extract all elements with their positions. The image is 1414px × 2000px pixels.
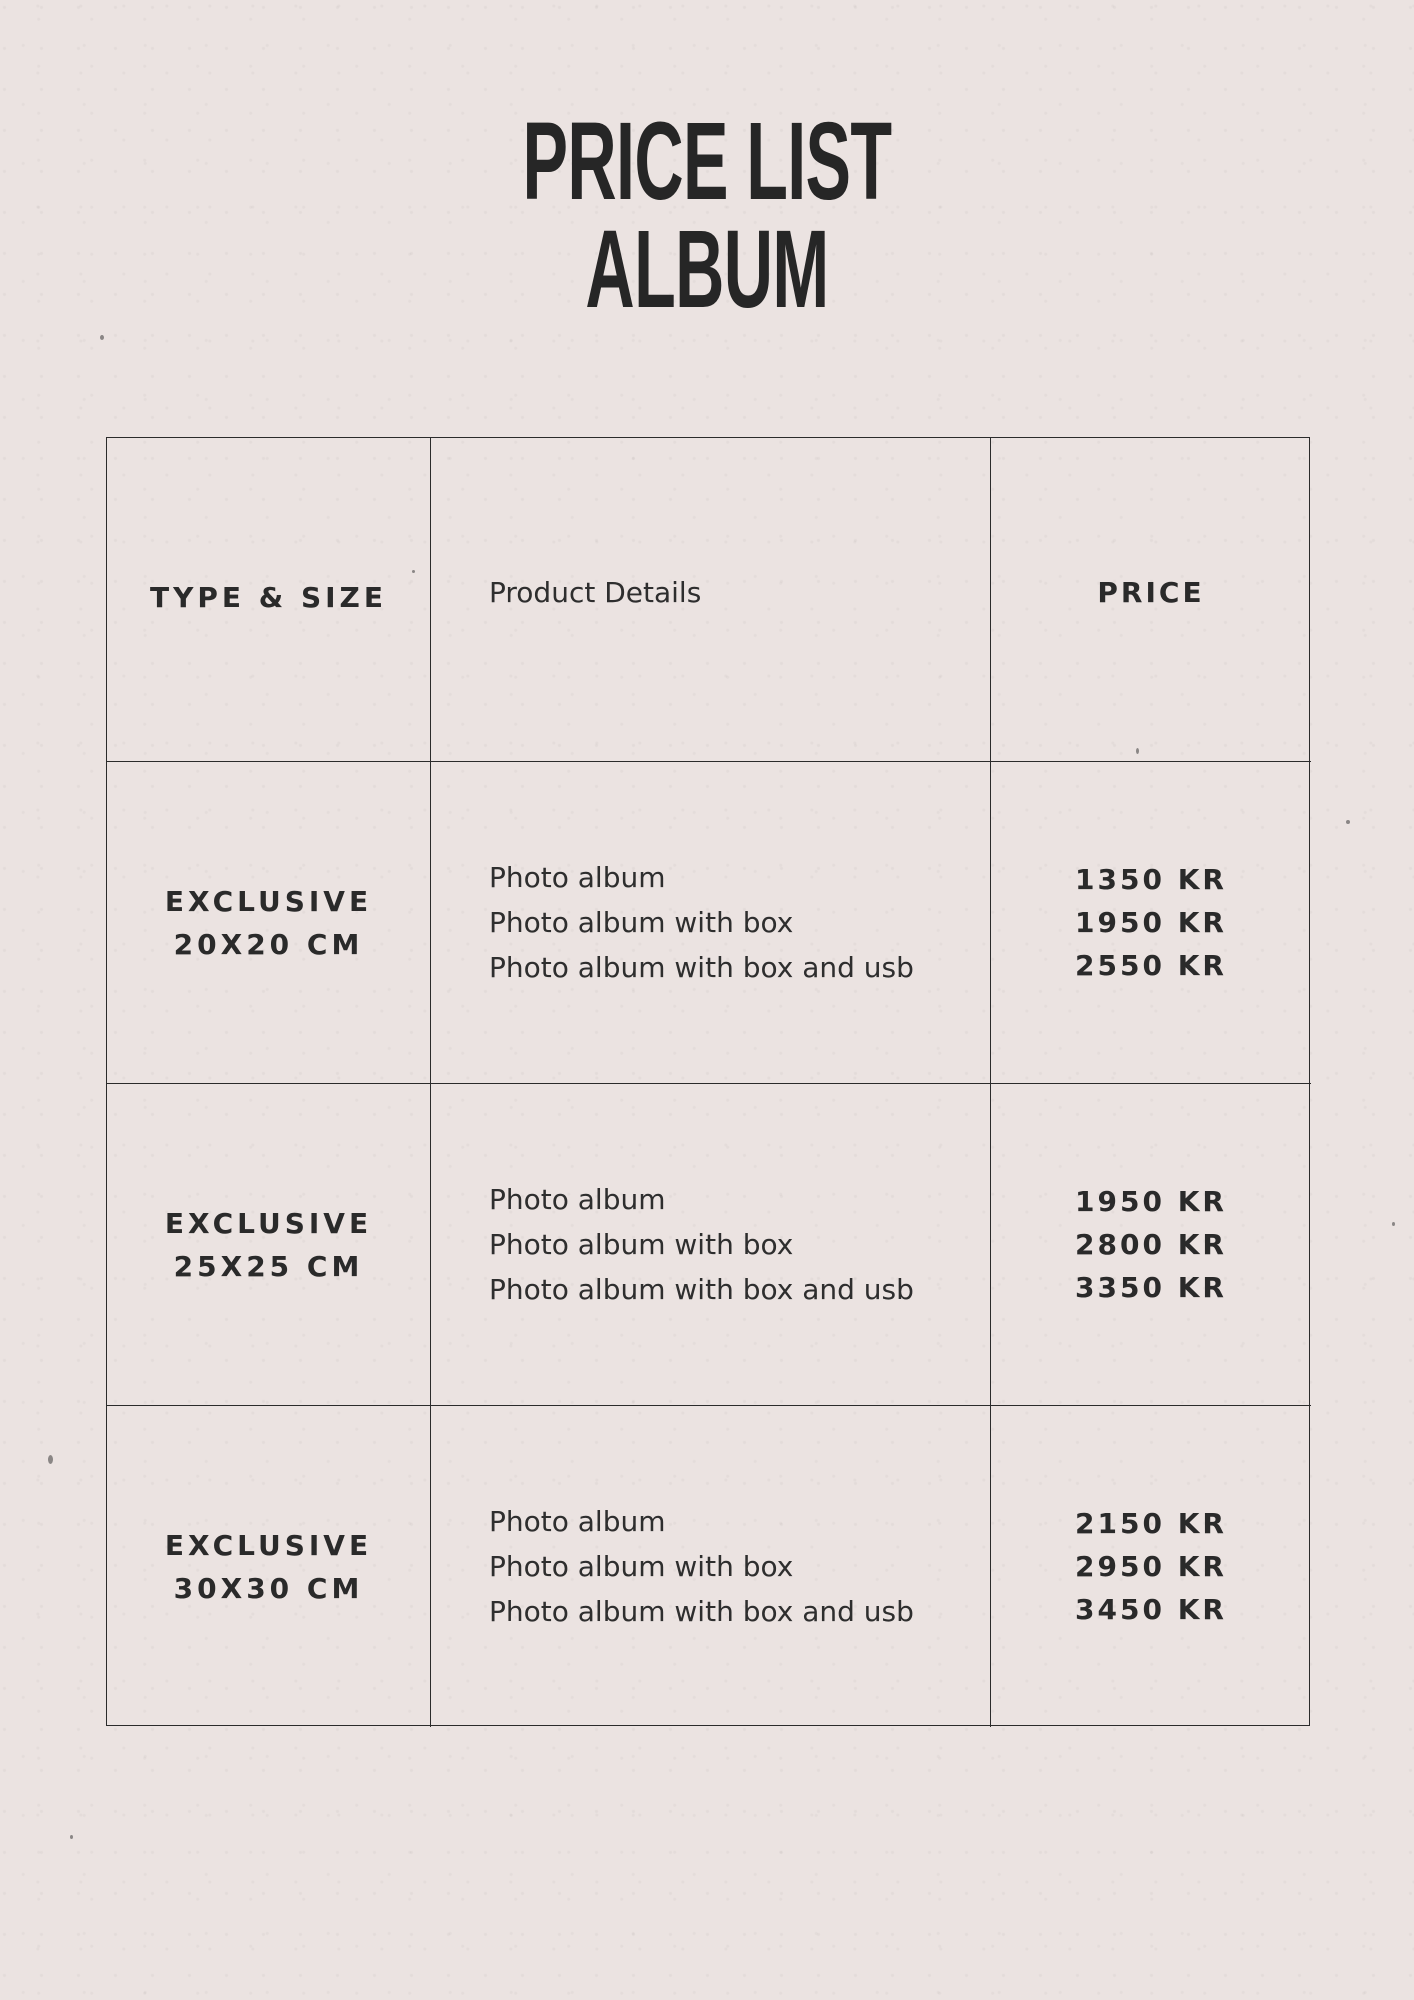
price-item: 3450 KR xyxy=(1075,1593,1227,1626)
price-item: 2150 KR xyxy=(1075,1507,1227,1540)
price-list xyxy=(1075,1180,1227,1309)
price-item: 2950 KR xyxy=(1075,1550,1227,1583)
type-size-label xyxy=(165,1202,372,1288)
product-detail-item: Photo album xyxy=(489,1183,666,1216)
product-detail-item: Photo album xyxy=(489,861,666,894)
title-line-2: ALBUM xyxy=(585,208,829,331)
type-size: 30X30 CM xyxy=(173,1571,364,1605)
price-item: 2550 KR xyxy=(1075,949,1227,982)
table-row-details-cell xyxy=(431,762,991,1084)
price-table xyxy=(106,437,1310,1726)
paper-speck xyxy=(48,1455,53,1464)
table-row-details-cell xyxy=(431,1406,991,1727)
paper-speck xyxy=(100,335,104,340)
table-row-price-cell xyxy=(991,1406,1311,1727)
header-details-cell xyxy=(431,438,991,762)
header-product-details: Product Details xyxy=(489,576,702,609)
header-price: PRICE xyxy=(1097,576,1205,609)
type-name: EXCLUSIVE xyxy=(164,884,373,918)
table-row-price-cell xyxy=(991,762,1311,1084)
product-detail-item: Photo album with box xyxy=(489,1550,794,1583)
paper-speck xyxy=(1346,820,1350,824)
type-size: 20X20 CM xyxy=(173,927,364,961)
product-details-list xyxy=(489,1499,914,1634)
price-list xyxy=(1075,1502,1227,1631)
product-details-list xyxy=(489,855,914,990)
type-size: 25X25 CM xyxy=(173,1249,364,1283)
title-line-1: PRICE LIST xyxy=(522,100,892,223)
table-row-details-cell xyxy=(431,1084,991,1406)
product-detail-item: Photo album with box xyxy=(489,1228,794,1261)
price-item: 1350 KR xyxy=(1075,863,1227,896)
type-name: EXCLUSIVE xyxy=(164,1528,373,1562)
table-row-type-cell xyxy=(107,1406,431,1727)
header-type-size-cell xyxy=(107,438,431,762)
page-title xyxy=(0,100,1414,331)
header-price-cell xyxy=(991,438,1311,762)
product-details-list xyxy=(489,1177,914,1312)
table-row-type-cell xyxy=(107,1084,431,1406)
product-detail-item: Photo album with box and usb xyxy=(489,951,914,984)
header-type-size: TYPE & SIZE xyxy=(150,581,387,614)
type-name: EXCLUSIVE xyxy=(164,1206,373,1240)
paper-speck xyxy=(1392,1222,1395,1226)
paper-speck xyxy=(70,1835,73,1839)
product-detail-item: Photo album with box and usb xyxy=(489,1595,914,1628)
table-row-price-cell xyxy=(991,1084,1311,1406)
price-item: 1950 KR xyxy=(1075,1185,1227,1218)
price-item: 2800 KR xyxy=(1075,1228,1227,1261)
price-item: 1950 KR xyxy=(1075,906,1227,939)
product-detail-item: Photo album xyxy=(489,1505,666,1538)
price-list xyxy=(1075,858,1227,987)
price-item: 3350 KR xyxy=(1075,1271,1227,1304)
type-size-label xyxy=(165,1524,372,1610)
table-row-type-cell xyxy=(107,762,431,1084)
product-detail-item: Photo album with box xyxy=(489,906,794,939)
product-detail-item: Photo album with box and usb xyxy=(489,1273,914,1306)
type-size-label xyxy=(165,880,372,966)
